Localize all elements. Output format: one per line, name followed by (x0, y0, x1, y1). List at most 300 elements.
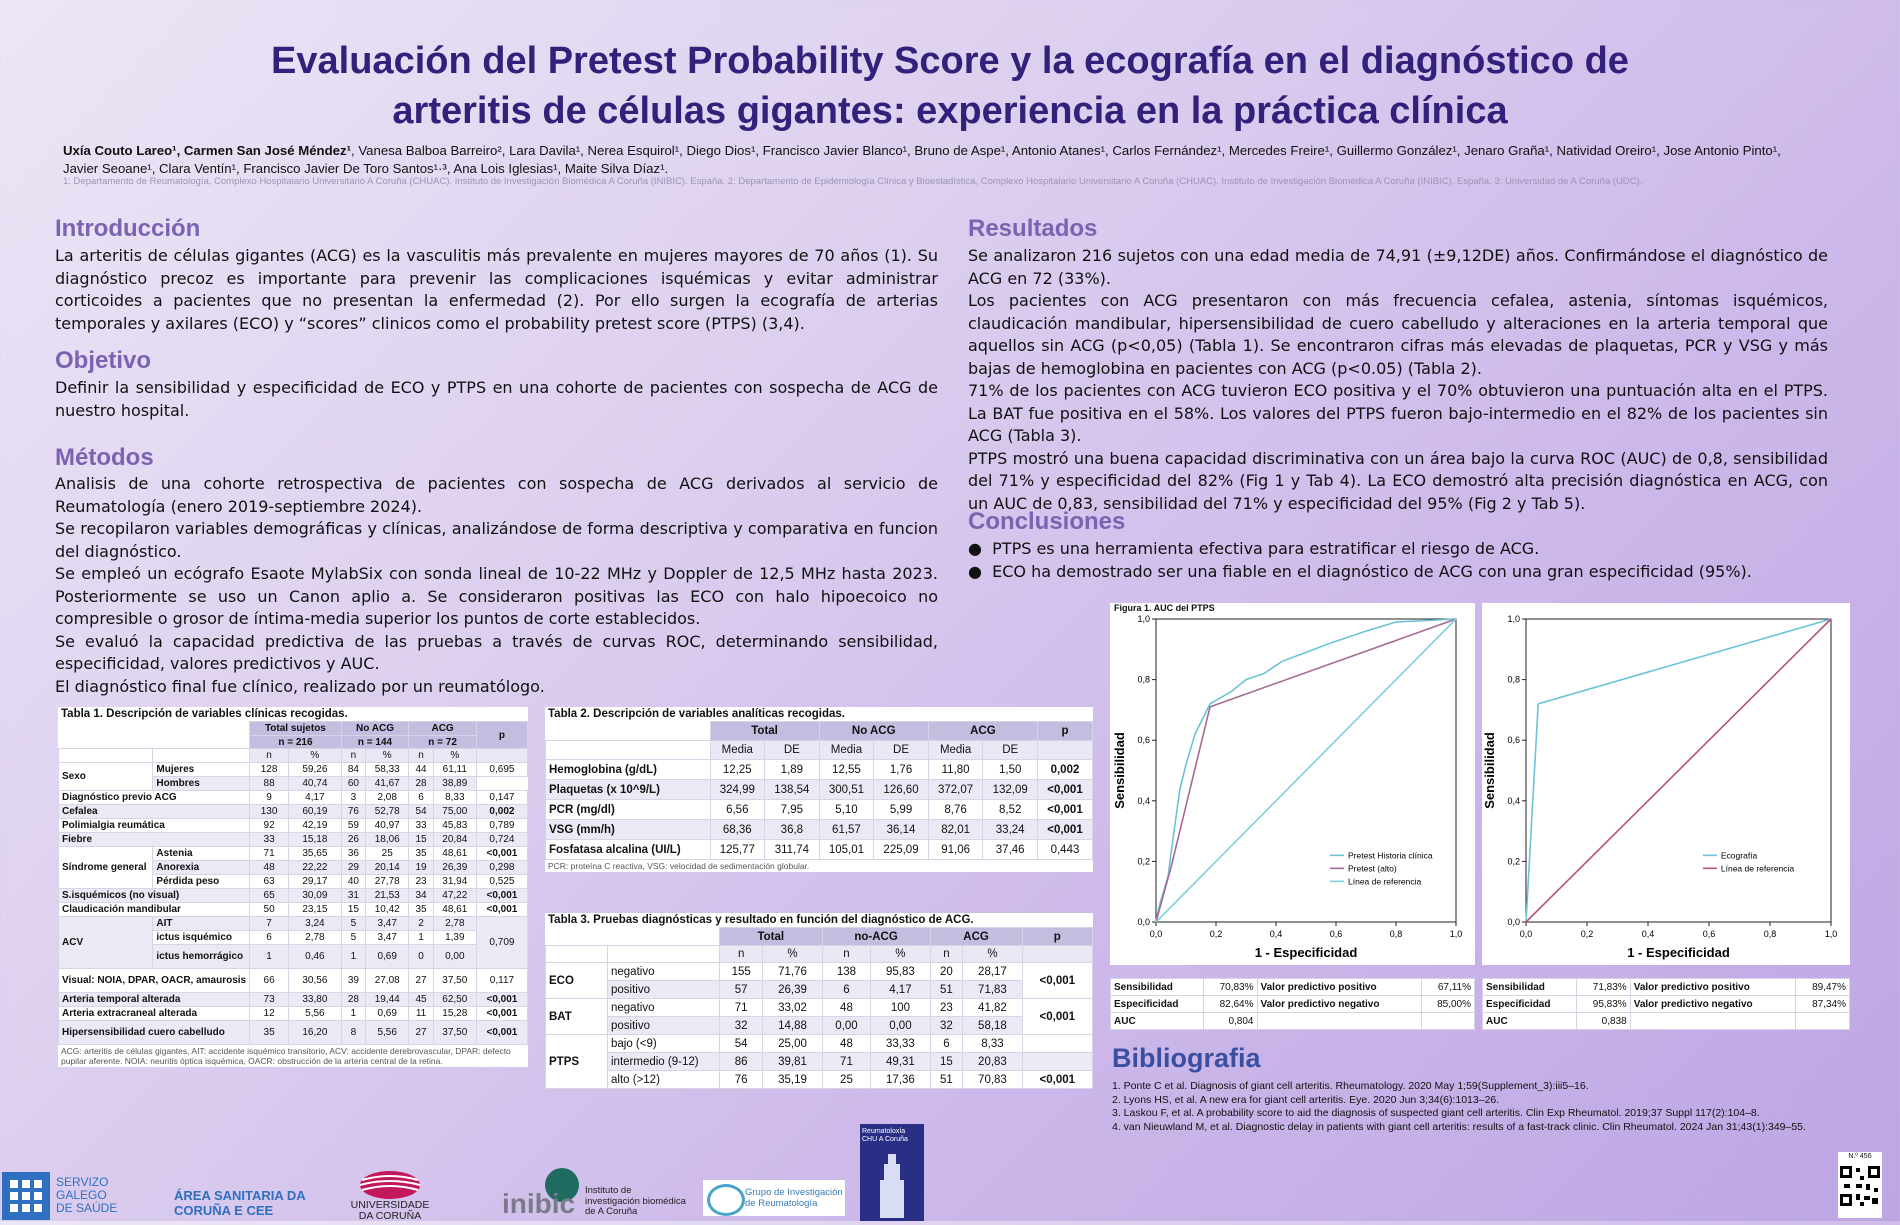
t1-value: 35 (409, 903, 433, 917)
t1-value: 27,08 (366, 969, 409, 993)
y-tick-label: 0,4 (1507, 795, 1520, 806)
figure1-title: Figura 1. AUC del PTPS (1114, 603, 1215, 613)
t1-value: 54 (409, 805, 433, 819)
t1-value: 28 (409, 777, 433, 791)
table3 (545, 913, 1093, 1089)
grupo-reumatologia-logo (703, 1180, 845, 1216)
table4-metric: Especificidad (1111, 996, 1204, 1013)
table4-row (1111, 996, 1475, 1013)
conclusion-1: ● PTPS es una herramienta efectiva para estratificar el riesgo de ACG. (968, 539, 1540, 558)
t1-value: 15 (341, 903, 365, 917)
table4-metric: Sensibilidad (1111, 979, 1204, 996)
legend-entry: Ecografía (1720, 850, 1758, 861)
figure1 (1110, 603, 1475, 965)
x-tick-label: 0,8 (1389, 929, 1403, 939)
t2-sub-de: DE (983, 741, 1038, 760)
x-tick-label: 0,0 (1519, 929, 1533, 939)
table1-row (59, 969, 528, 993)
y-axis-label: Sensibilidad (1112, 732, 1127, 809)
legend-entry: Línea de referencia (1720, 863, 1795, 874)
t3-sub-pct: % (871, 946, 930, 963)
table1 (58, 707, 528, 1067)
affiliations: 1: Departamento de Reumatología, Complexo Hospitalario Universitario A Coruña (CHUAC). Instituto de Investigación Biomédica A Coruña (INIBIC). España. 2: Departamento de Epidemiología Clínica y Bioestadística, Complexo Hospitalario Universitario A Coruña (CHUAC). Instituto de Investigación Biomédica A Coruña (INIBIC). España. 3: Universidad de A Coruña (UDC). (63, 176, 1643, 187)
t1-value: 9 (250, 791, 289, 805)
t2-h-acg: ACG (928, 722, 1037, 741)
t1-value: 41,67 (366, 777, 409, 791)
t1-value: 6 (409, 791, 433, 805)
t1-value: 2,78 (433, 917, 476, 931)
t1-value: 62,50 (433, 993, 476, 1007)
udc-logo-icon (358, 1170, 422, 1200)
t1-value: 18,06 (366, 833, 409, 847)
t3-result: bajo (<9) (608, 1035, 720, 1053)
t2-value: 1,89 (765, 760, 820, 780)
t1-group: Síndrome general (59, 847, 153, 889)
t1-value: 3,47 (366, 931, 409, 945)
t2-pvalue: <0,001 (1037, 780, 1092, 800)
t1-value: 35 (250, 1021, 289, 1045)
table3-row (546, 1053, 1093, 1071)
t2-value: 82,01 (928, 820, 983, 840)
figure1-roc-chart (1110, 603, 1475, 965)
t2-value: 372,07 (928, 780, 983, 800)
t1-value: 7 (250, 917, 289, 931)
t2-value: 7,95 (765, 800, 820, 820)
x-tick-label: 0,8 (1763, 929, 1777, 939)
table1-row (59, 1007, 528, 1021)
table1-row (59, 903, 528, 917)
t1-value: 75,00 (433, 805, 476, 819)
t3-group: PTPS (546, 1035, 608, 1089)
t1-pvalue: <0,001 (476, 1021, 527, 1045)
table2-row (546, 780, 1093, 800)
t3-value: 28,17 (963, 963, 1022, 981)
t1-h-total: Total sujetos (250, 722, 342, 736)
title-line-1: Evaluación del Pretest Probability Score y la ecografía en el diagnóstico de (271, 40, 1629, 82)
t1-value: 23 (409, 875, 433, 889)
t2-value: 1,50 (983, 760, 1038, 780)
t1-value: 3,47 (366, 917, 409, 931)
resultados-p1: Se analizaron 216 sujetos con una edad media de 74,91 (±9,12DE) años. Confirmándose el diagnóstico de ACG en 72 (33%). (968, 246, 1828, 288)
table1-row (59, 847, 528, 861)
y-tick-label: 0,8 (1137, 674, 1150, 685)
t1-value: 10,42 (366, 903, 409, 917)
table5-metric-value (1796, 1013, 1850, 1030)
table4-metric: Valor predictivo negativo (1257, 996, 1421, 1013)
table5-row (1483, 1013, 1850, 1030)
t1-subvariable: Astenia (153, 847, 250, 861)
t1-value: 6 (250, 931, 289, 945)
udc-logo-text: UNIVERSIDADE DA CORUÑA (350, 1199, 430, 1222)
t1-value: 60 (341, 777, 365, 791)
t1-variable: S.isquémicos (no visual) (59, 889, 250, 903)
t3-result: positivo (608, 1017, 720, 1035)
t1-value: 71 (250, 847, 289, 861)
t2-pvalue: <0,001 (1037, 820, 1092, 840)
y-axis-label: Sensibilidad (1482, 732, 1497, 809)
t3-value: 71 (822, 1053, 871, 1071)
t1-h-p: p (476, 722, 527, 749)
t2-h-p: p (1037, 722, 1092, 741)
t1-value: 1 (341, 1007, 365, 1021)
table4-metric: AUC (1111, 1013, 1204, 1030)
table1-row (59, 763, 528, 777)
table5-metric-value: 89,47% (1796, 979, 1850, 996)
t1-sub-pct: % (433, 749, 476, 763)
t3-value: 20 (930, 963, 963, 981)
t1-value: 2,08 (366, 791, 409, 805)
x-tick-label: 0,6 (1702, 929, 1716, 939)
table5-metric-value: 71,83% (1576, 979, 1630, 996)
conclusiones-list (968, 538, 1828, 583)
t2-value: 11,80 (928, 760, 983, 780)
y-tick-label: 1,0 (1507, 614, 1520, 624)
t2-value: 36,14 (874, 820, 929, 840)
qr-code-icon (1840, 1166, 1880, 1206)
t2-value: 105,01 (819, 840, 874, 860)
table1-row (59, 791, 528, 805)
t2-sub-media: Media (928, 741, 983, 760)
t3-value: 32 (720, 1017, 763, 1035)
t1-value: 1,39 (433, 931, 476, 945)
t1-pvalue: 0,147 (476, 791, 527, 805)
t2-value: 91,06 (928, 840, 983, 860)
objetivo-heading: Objetivo (55, 347, 152, 374)
table4-metric-value: 70,83% (1204, 979, 1257, 996)
t1-variable: Polimialgia reumática (59, 819, 250, 833)
sergas-logo-icon (2, 1172, 50, 1220)
table3-row (546, 981, 1093, 999)
resultados-p4: PTPS mostró una buena capacidad discriminativa con un área bajo la curva ROC (AUC) de 0,8, sensibilidad del 71% y especificidad del 82% (Fig 1 y Tab 4). La ECO demostró alta precisión diagnóstica en ACG, con un AUC de 0,83, sensibilidad del 71% y especificidad del 95% (Fig 2 y Tab 5). (968, 448, 1828, 513)
t3-value: 14,88 (763, 1017, 822, 1035)
x-tick-label: 0,4 (1641, 929, 1655, 939)
x-axis-label: 1 - Especificidad (1627, 945, 1730, 960)
table3-row (546, 999, 1093, 1017)
t1-value: 47,22 (433, 889, 476, 903)
t1-subvariable: Hombres (153, 777, 250, 791)
t1-value: 3 (341, 791, 365, 805)
t1-value: 58,33 (366, 763, 409, 777)
y-tick-label: 0,6 (1507, 735, 1520, 746)
metodos-p3: Se empleó un ecógrafo Esaote MylabSix con sonda lineal de 10-22 MHz y Doppler de 12,5 MHz hasta 2023. Posteriormente se uso un Canon aplio a. Se consideraron positivas las ECO con halo hipoecoico no compresible o grosor de íntima-media superior los puntos de corte establecidos. (55, 564, 938, 628)
t3-group: ECO (546, 963, 608, 999)
t1-subvariable: ictus isquémico (153, 931, 250, 945)
t2-value: 5,10 (819, 800, 874, 820)
table1-row (59, 917, 528, 931)
table5-metric: Valor predictivo negativo (1630, 996, 1796, 1013)
t1-value: 37,50 (433, 969, 476, 993)
t1-h-acg-n: n = 72 (409, 736, 477, 749)
t1-variable: Visual: NOIA, DPAR, OACR, amaurosis (59, 969, 250, 993)
metodos-p2: Se recopilaron variables demográficas y clínicas, analizándose de forma descriptiva y comparativa en funcion del diagnóstico. (55, 519, 938, 561)
t1-subvariable: ictus hemorrágico (153, 945, 250, 969)
poster-number: N.º 456 (1848, 1153, 1872, 1160)
t2-sub-de: DE (874, 741, 929, 760)
intro-heading: Introducción (55, 215, 201, 242)
t2-variable: PCR (mg/dl) (546, 800, 711, 820)
t1-sub-pct: % (366, 749, 409, 763)
t3-result: alto (>12) (608, 1071, 720, 1089)
t3-value: 58,18 (963, 1017, 1022, 1035)
t3-h-total: Total (720, 928, 823, 946)
t1-value: 26,39 (433, 861, 476, 875)
metodos-p1: Analisis de una cohorte retrospectiva de pacientes con sospecha de ACG derivados al servicio de Reumatología (enero 2019-septiembre 2024). (55, 474, 938, 516)
table5 (1482, 978, 1850, 1030)
t3-value: 71,76 (763, 963, 822, 981)
y-tick-label: 0,0 (1507, 917, 1520, 927)
t3-value: 6 (822, 981, 871, 999)
t3-value: 4,17 (871, 981, 930, 999)
t2-variable: Fosfatasa alcalina (UI/L) (546, 840, 711, 860)
t1-pvalue: <0,001 (476, 903, 527, 917)
table2-row (546, 760, 1093, 780)
table2-row (546, 800, 1093, 820)
t3-value: 23 (930, 999, 963, 1017)
t3-result: intermedio (9-12) (608, 1053, 720, 1071)
t3-value: 49,31 (871, 1053, 930, 1071)
t3-sub-pct: % (963, 946, 1022, 963)
t1-sub-n: n (250, 749, 289, 763)
t2-h-total: Total (710, 722, 819, 741)
table4-row (1111, 979, 1475, 996)
inibic-logo-word: inibic (502, 1188, 576, 1219)
t1-value: 73 (250, 993, 289, 1007)
y-tick-label: 0,0 (1137, 917, 1150, 927)
t1-value: 48 (250, 861, 289, 875)
t1-value: 130 (250, 805, 289, 819)
t3-pvalue: <0,001 (1022, 999, 1092, 1035)
t2-value: 5,99 (874, 800, 929, 820)
x-tick-label: 0,0 (1149, 929, 1163, 939)
t1-value: 5,56 (366, 1021, 409, 1045)
t2-value: 8,76 (928, 800, 983, 820)
reumatoloxia-logo-text: Reumatoloxía CHU A Coruña (862, 1128, 908, 1143)
intro-text: La arteritis de células gigantes (ACG) es la vasculitis más prevalente en mujeres mayores de 70 años (1). Su diagnóstico precoz es importante para prevenir las complicaciones isquémicas y evitar administrar corticoides a pacientes que no presentan la enfermedad (2). Por ello surgen la ecografía de arterias temporales y axilares (ECO) y “scores” clinicos como el probability pretest score (PTPS) (3,4). (55, 246, 938, 333)
table2 (545, 707, 1093, 872)
t2-value: 68,36 (710, 820, 765, 840)
t2-pvalue: 0,443 (1037, 840, 1092, 860)
t1-value: 30,09 (289, 889, 342, 903)
t3-value: 71,83 (963, 981, 1022, 999)
t1-value: 15,18 (289, 833, 342, 847)
x-tick-label: 1,0 (1824, 929, 1838, 939)
t1-h-acg: ACG (409, 722, 477, 736)
t2-h-noacg: No ACG (819, 722, 928, 741)
table3-row (546, 1035, 1093, 1053)
t1-value: 37,50 (433, 1021, 476, 1045)
conclusion-2: ● ECO ha demostrado ser una fiable en el diagnóstico de ACG con una gran especificidad (95%). (968, 561, 1752, 581)
t3-sub-n: n (930, 946, 963, 963)
t1-value: 0,00 (433, 945, 476, 969)
table1-row (59, 1021, 528, 1045)
table2-caption: Tabla 2. Descripción de variables analíticas recogidas. (545, 707, 1093, 721)
area-sanitaria-logo: ÁREA SANITARIA DA CORUÑA E CEE (174, 1188, 306, 1218)
t1-value: 33,80 (289, 993, 342, 1007)
t1-value: 45,83 (433, 819, 476, 833)
t2-sub-media: Media (819, 741, 874, 760)
table3-row (546, 1017, 1093, 1035)
t1-value: 33 (409, 819, 433, 833)
table4-metric: Valor predictivo positivo (1257, 979, 1421, 996)
t2-value: 8,52 (983, 800, 1038, 820)
t1-value: 61,11 (433, 763, 476, 777)
table4-row (1111, 1013, 1475, 1030)
t3-value: 48 (822, 999, 871, 1017)
t1-value: 5,56 (289, 1007, 342, 1021)
t1-value: 1 (250, 945, 289, 969)
x-tick-label: 0,6 (1329, 929, 1343, 939)
t1-pvalue: 0,002 (476, 805, 527, 819)
t1-value: 5 (341, 931, 365, 945)
t1-value: 48,61 (433, 903, 476, 917)
t2-value: 33,24 (983, 820, 1038, 840)
t1-value: 8 (341, 1021, 365, 1045)
table1-row (59, 805, 528, 819)
grupo-logo-text: Grupo de Investigación de Reumatología (745, 1187, 843, 1209)
t2-value: 1,76 (874, 760, 929, 780)
t1-value: 1 (409, 931, 433, 945)
t1-value: 0,46 (289, 945, 342, 969)
table3-caption: Tabla 3. Pruebas diagnósticas y resultado en función del diagnóstico de ACG. (545, 913, 1093, 927)
t3-value: 17,36 (871, 1071, 930, 1089)
resultados-p2: Los pacientes con ACG presentaron con más frecuencia cefalea, astenia, síntomas isquémicos, claudicación mandibular, hipersensibilidad de cuero cabelludo y alteraciones en la arteria temporal que aquellos sin ACG (p<0,05) (Tabla 1). Se encontraron cifras más elevadas de plaquetas, PCR y VSG y más bajas de hemoglobina en pacientes con ACG (p<0.05) (Tabla 2). (968, 291, 1828, 378)
table5-metric: Sensibilidad (1483, 979, 1577, 996)
legend-entry: Pretest (alto) (1348, 863, 1397, 874)
t1-subvariable: Anorexia (153, 861, 250, 875)
t2-pvalue: <0,001 (1037, 800, 1092, 820)
t1-h-total-n: n = 216 (250, 736, 342, 749)
poster-title (0, 36, 1900, 136)
table4-metric-value: 85,00% (1421, 996, 1474, 1013)
t1-value: 28 (341, 993, 365, 1007)
t3-sub-n: n (822, 946, 871, 963)
t1-value: 42,19 (289, 819, 342, 833)
t1-value: 2,78 (289, 931, 342, 945)
authors-rest: , Vanesa Balboa Barreiro², Lara Davila¹, Nerea Esquirol¹, Diego Dios¹, Francisco Javier Blanco¹, Bruno de Aspe¹, Antonio Atanes¹, Carlos Fernández¹, Mercedes Freire¹, Guillermo González¹, Jenaro Graña¹, Natividad Oreiro¹, Jose Antonio Pinto¹, Javier Seoane¹, Clara Ventín¹, Francisco Javier De Toro Santos¹·³, Ana Lois Iglesias¹, Maite Silva Díaz¹. (63, 143, 1781, 176)
t3-value: 35,19 (763, 1071, 822, 1089)
t1-value: 40 (341, 875, 365, 889)
t1-value: 27 (409, 1021, 433, 1045)
grupo-logo-icon (707, 1184, 745, 1216)
t2-value: 324,99 (710, 780, 765, 800)
t1-value: 15,28 (433, 1007, 476, 1021)
t1-h-noacg: No ACG (341, 722, 409, 736)
t1-value: 11 (409, 1007, 433, 1021)
roc-series-1 (1526, 619, 1831, 922)
t2-value: 225,09 (874, 840, 929, 860)
t1-value: 23,15 (289, 903, 342, 917)
t2-value: 125,77 (710, 840, 765, 860)
t1-value: 8,33 (433, 791, 476, 805)
t1-pvalue: <0,001 (476, 1007, 527, 1021)
t1-h-noacg-n: n = 144 (341, 736, 409, 749)
t1-pvalue: 0,298 (476, 861, 527, 875)
table1-row (59, 833, 528, 847)
table4 (1110, 978, 1475, 1030)
x-axis-label: 1 - Especificidad (1254, 945, 1358, 960)
t1-group: Sexo (59, 763, 153, 791)
qr-code-box (1838, 1152, 1882, 1218)
bibliografia-list (1112, 1080, 1842, 1134)
t3-h-acg: ACG (930, 928, 1022, 946)
t3-value: 33,33 (871, 1035, 930, 1053)
t1-subvariable: Mujeres (153, 763, 250, 777)
t1-value: 40,97 (366, 819, 409, 833)
y-tick-label: 0,8 (1507, 674, 1520, 685)
t3-value: 39,81 (763, 1053, 822, 1071)
t3-value: 71 (720, 999, 763, 1017)
t2-variable: Plaquetas (x 10^9/L) (546, 780, 711, 800)
t1-subvariable: AIT (153, 917, 250, 931)
t1-value: 39 (341, 969, 365, 993)
table3-row (546, 1071, 1093, 1089)
t1-value: 36 (341, 847, 365, 861)
t1-value: 38,89 (433, 777, 476, 791)
t3-value: 0,00 (871, 1017, 930, 1035)
resultados-text (968, 245, 1828, 515)
t1-pvalue: <0,001 (476, 993, 527, 1007)
t2-value: 300,51 (819, 780, 874, 800)
x-tick-label: 1,0 (1449, 929, 1463, 939)
t1-value: 1 (341, 945, 365, 969)
t1-value: 20,84 (433, 833, 476, 847)
t1-pvalue: <0,001 (476, 847, 527, 861)
t2-variable: VSG (mm/h) (546, 820, 711, 840)
t1-value: 19 (409, 861, 433, 875)
t1-variable: Arteria extracraneal alterada (59, 1007, 250, 1021)
t3-result: negativo (608, 999, 720, 1017)
table2-row (546, 820, 1093, 840)
t3-value: 76 (720, 1071, 763, 1089)
table2-note: PCR: proteína C reactiva, VSG: velocidad de sedimentación globular. (545, 860, 1093, 872)
t2-value: 126,60 (874, 780, 929, 800)
t1-pvalue: 0,709 (476, 917, 527, 969)
t3-result: negativo (608, 963, 720, 981)
table5-metric: Especificidad (1483, 996, 1577, 1013)
t1-variable: Fiebre (59, 833, 250, 847)
t3-value: 6 (930, 1035, 963, 1053)
t3-value: 15 (930, 1053, 963, 1071)
t1-pvalue: 0,789 (476, 819, 527, 833)
t1-value: 27,78 (366, 875, 409, 889)
t3-value: 33,02 (763, 999, 822, 1017)
t3-value: 54 (720, 1035, 763, 1053)
x-tick-label: 0,4 (1269, 929, 1283, 939)
t1-pvalue: 0,525 (476, 875, 527, 889)
t1-value: 31,94 (433, 875, 476, 889)
t3-pvalue (1022, 1053, 1092, 1071)
y-tick-label: 0,6 (1137, 735, 1150, 746)
t3-value: 70,83 (963, 1071, 1022, 1089)
table5-metric: Valor predictivo positivo (1630, 979, 1796, 996)
t1-value: 84 (341, 763, 365, 777)
table5-metric-value: 0,838 (1576, 1013, 1630, 1030)
t3-value: 41,82 (963, 999, 1022, 1017)
x-tick-label: 0,2 (1580, 929, 1594, 939)
t1-value: 26 (341, 833, 365, 847)
bib-item-2: 2. Lyons HS, et al. A new era for giant cell arteritis. Eye. 2020 Jun 3;34(6):1013–26. (1112, 1093, 1500, 1106)
y-tick-label: 0,4 (1137, 795, 1150, 806)
t1-value: 76 (341, 805, 365, 819)
t1-value: 20,14 (366, 861, 409, 875)
inibic-logo-text: Instituto de investigación biomédica de A Coruña (585, 1185, 686, 1217)
metodos-heading: Métodos (55, 444, 154, 471)
t1-value: 45 (409, 993, 433, 1007)
bib-item-1: 1. Ponte C et al. Diagnosis of giant cell arteritis. Rheumatology. 2020 May 1;59(Supplement_3):iii5–16. (1112, 1080, 1589, 1092)
t1-subvariable: Pérdida peso (153, 875, 250, 889)
table3-grid (545, 927, 1093, 1089)
t1-value: 19,44 (366, 993, 409, 1007)
